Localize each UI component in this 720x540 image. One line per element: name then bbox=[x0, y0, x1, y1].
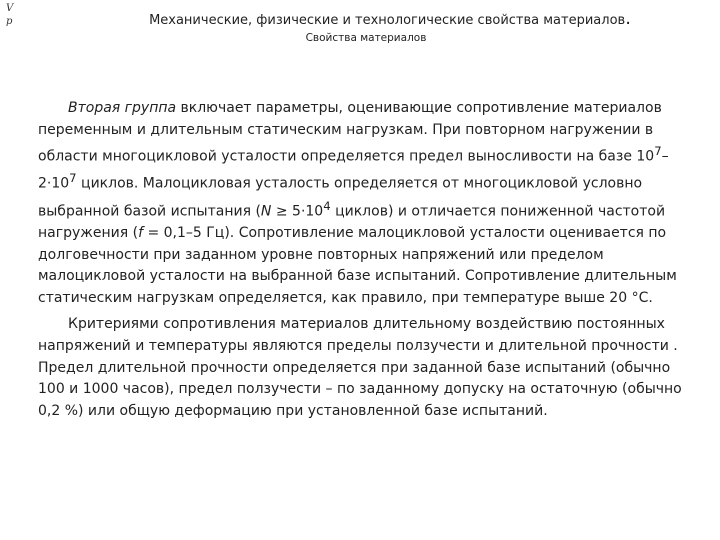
variable-n: N bbox=[260, 203, 272, 220]
paragraph-1-text-2: – 2·10 bbox=[38, 148, 669, 193]
paragraph-2-text: Критериями сопротивления материалов длительному воздействию постоянных напряжений и температуры являются пределы ползучести и длительной прочности . Предел длительной прочности определяется при заданной базе испытаний (обычно 100 и 1000 часов), предел ползучести – по заданному допуску на остаточную (обычно 0,2 %) или общую деформацию при установленной базе испытаний. bbox=[38, 316, 682, 419]
paragraph-1-text-6: = 0,1–5 Гц). Сопротивление малоцикловой усталости оценивается по долговечности при заданном уровне повторных напряжений или пределом малоцикловой усталости на выбранной базе испытаний. Сопротивление длительным статическим нагрузкам определяется, как правило, при температуре выше 20 °С. bbox=[38, 224, 677, 306]
paragraph-1-lead: Вторая группа bbox=[68, 100, 177, 116]
page-title-end: . bbox=[625, 8, 631, 29]
paragraph-1 bbox=[38, 98, 700, 309]
corner-label-line1: V bbox=[6, 3, 14, 14]
paragraph-1-text-5: циклов) и отличается пониженной частотой нагружения ( bbox=[38, 203, 666, 241]
page-title-text: Механические, физические и технологические свойства материалов bbox=[149, 13, 626, 28]
corner-label-line2: p bbox=[6, 16, 13, 27]
paragraph-2 bbox=[38, 314, 700, 422]
superscript-1: 7 bbox=[654, 144, 662, 159]
paragraph-1-text-3: циклов. Малоцикловая усталость определяется от многоцикловой условно выбранной базой испытания ( bbox=[38, 176, 643, 220]
paragraph-1-text: включает параметры, оценивающие сопротивление материалов переменным и длительным статическим нагрузкам. При повторном нагружении в области многоцикловой усталости определяется предел выносливости на базе 10 bbox=[38, 100, 662, 165]
superscript-3: 4 bbox=[323, 198, 331, 213]
paragraph-1-text-4: ≥ 5·10 bbox=[271, 203, 324, 220]
page-title bbox=[149, 8, 631, 29]
page-header bbox=[0, 8, 720, 44]
superscript-2: 7 bbox=[69, 171, 77, 186]
document-body bbox=[38, 98, 700, 422]
page-subtitle: Свойства материалов bbox=[305, 32, 427, 44]
variable-f: f bbox=[138, 224, 144, 241]
